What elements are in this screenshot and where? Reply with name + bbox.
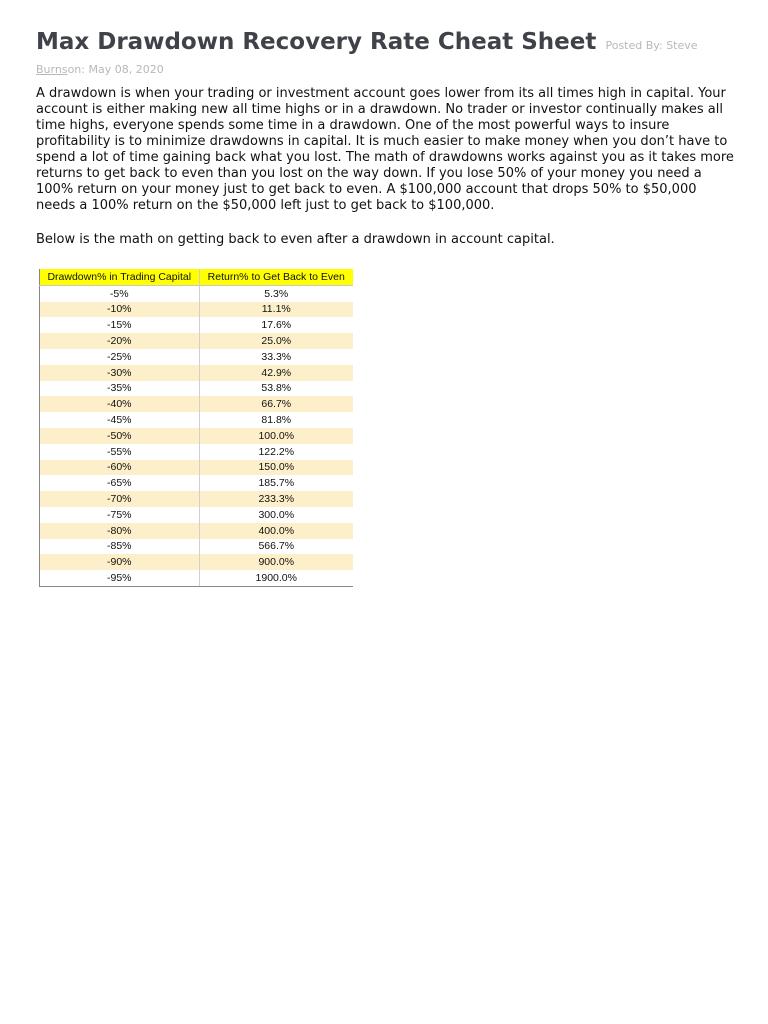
return-cell: 122.2%	[258, 445, 295, 458]
table-row	[40, 285, 354, 301]
drawdown-cell: -60%	[40, 460, 200, 476]
table-row	[40, 381, 354, 397]
table-row	[40, 365, 354, 381]
column-header-drawdown: Drawdown% in Trading Capital	[40, 269, 200, 285]
table-row	[40, 444, 354, 460]
table-row	[40, 539, 354, 555]
return-cell: 566.7%	[258, 540, 295, 553]
title-line	[36, 26, 736, 62]
drawdown-cell: -25%	[40, 349, 200, 365]
return-cell: 33.3%	[261, 350, 292, 363]
table-row	[40, 460, 354, 476]
table-row	[40, 475, 354, 491]
table-row	[40, 412, 354, 428]
return-cell: 100.0%	[199, 428, 353, 444]
drawdown-cell: -5%	[40, 285, 200, 301]
return-cell: 42.9%	[199, 365, 353, 381]
drawdown-cell: -40%	[40, 396, 200, 412]
return-cell: 81.8%	[261, 414, 292, 427]
drawdown-cell: -15%	[40, 317, 200, 333]
post-meta	[36, 62, 736, 78]
drawdown-table	[39, 269, 353, 587]
drawdown-cell: -35%	[40, 381, 200, 397]
table-header-row	[40, 269, 354, 285]
return-cell: 900.0%	[199, 554, 353, 570]
return-cell: 53.8%	[261, 382, 292, 395]
return-cell: 1900.0%	[199, 570, 353, 586]
article	[36, 26, 736, 248]
return-cell: 185.7%	[258, 477, 295, 490]
return-cell: 17.6%	[261, 319, 292, 332]
author-link-continued[interactable]: Burns	[36, 63, 68, 76]
table-row	[40, 570, 354, 586]
return-cell: 5.3%	[264, 287, 289, 300]
table-row	[40, 554, 354, 570]
table-row	[40, 302, 354, 318]
post-date: on: May 08, 2020	[67, 63, 164, 76]
drawdown-cell: -80%	[40, 523, 200, 539]
intro-paragraph: A drawdown is when your trading or investment account goes lower from its all times high in capital. Your account is either making new all time highs or in a drawdown. No trader or investor continually makes all time highs, everyone spends some time in a drawdown. One of the most powerful ways to insure profitability is to minimize drawdowns in capital. It is much easier to make money when you don’t have to spend a lot of time gaining back what you lost. The math of drawdowns works against you as it takes more returns to get back to even than you lost on the way down. If you lose 50% of your money you need a 100% return on your money just to get back to even. A $100,000 account that drops 50% to $50,000 needs a 100% return on the $50,000 left just to get back to $100,000.	[36, 86, 734, 213]
table-row	[40, 491, 354, 507]
drawdown-cell: -95%	[40, 570, 200, 586]
return-cell: 400.0%	[199, 523, 353, 539]
return-cell: 66.7%	[199, 396, 353, 412]
drawdown-cell: -70%	[40, 491, 200, 507]
drawdown-cell: -45%	[40, 412, 200, 428]
drawdown-cell: -85%	[40, 539, 200, 555]
return-cell: 233.3%	[199, 491, 353, 507]
table-row	[40, 428, 354, 444]
return-cell: 150.0%	[199, 460, 353, 476]
drawdown-cell: -50%	[40, 428, 200, 444]
table-row	[40, 317, 354, 333]
drawdown-cell: -30%	[40, 365, 200, 381]
drawdown-cell: -20%	[40, 333, 200, 349]
table-row	[40, 523, 354, 539]
table-row	[40, 507, 354, 523]
table-row	[40, 349, 354, 365]
table-row	[40, 396, 354, 412]
page-title: Max Drawdown Recovery Rate Cheat Sheet	[36, 29, 597, 55]
drawdown-cell: -55%	[40, 444, 200, 460]
table-intro-paragraph: Below is the math on getting back to even after a drawdown in account capital.	[36, 232, 555, 247]
author-link[interactable]: Steve	[666, 39, 698, 52]
table-row	[40, 333, 354, 349]
drawdown-cell: -90%	[40, 554, 200, 570]
drawdown-cell: -65%	[40, 475, 200, 491]
drawdown-table-image	[39, 269, 353, 587]
return-cell: 25.0%	[199, 333, 353, 349]
posted-by-label: Posted By:	[605, 39, 667, 52]
drawdown-cell: -10%	[40, 302, 200, 318]
column-header-return: Return% to Get Back to Even	[199, 269, 353, 285]
drawdown-cell: -75%	[40, 507, 200, 523]
return-cell: 300.0%	[258, 508, 295, 521]
table-body	[40, 285, 354, 586]
return-cell: 11.1%	[199, 302, 353, 318]
